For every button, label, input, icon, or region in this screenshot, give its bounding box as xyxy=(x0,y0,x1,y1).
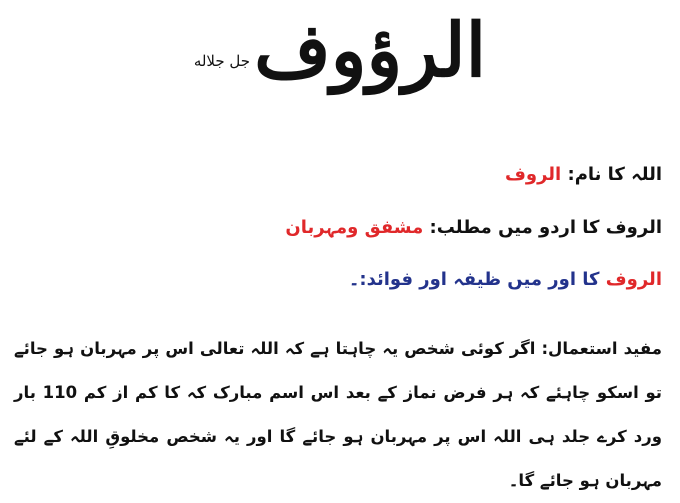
meaning-line xyxy=(285,216,662,239)
meaning-label: الروف کا اردو میں مطلب: xyxy=(429,217,662,238)
wazifa-heading xyxy=(349,268,662,291)
meaning-value: مشفق ومہربان xyxy=(285,217,424,238)
wazifa-heading-name: الروف xyxy=(605,269,662,290)
calligraphy-title xyxy=(0,8,680,94)
name-line xyxy=(505,163,662,186)
name-value: الروف xyxy=(504,164,562,185)
name-label: اللہ کا نام: xyxy=(567,164,662,185)
wazifa-heading-text: کا اور میں ظیفہ اور فوائد:۔ xyxy=(348,269,600,290)
honorific-jalla-jalaluhu: جل جلاله xyxy=(193,52,251,70)
benefit-paragraph: مفید استعمال: اگر کوئی شخص یہ چاہتا ہے کہ اللہ تعالی اس پر مہربان ہو جائے تو اسکو چاہئے کہ ہر فرض نماز کے بعد اس اسم مبارک کہ کا کم از کم 110 بار ورد کرے جلد ہی اللہ اس پر مہربان ہو جائے گا اور یہ شخص مخلوقِ اللہ کے لئے مہربان ہو جائے گا۔ xyxy=(14,338,663,490)
asma-calligraphy: الرؤوف xyxy=(254,8,487,94)
